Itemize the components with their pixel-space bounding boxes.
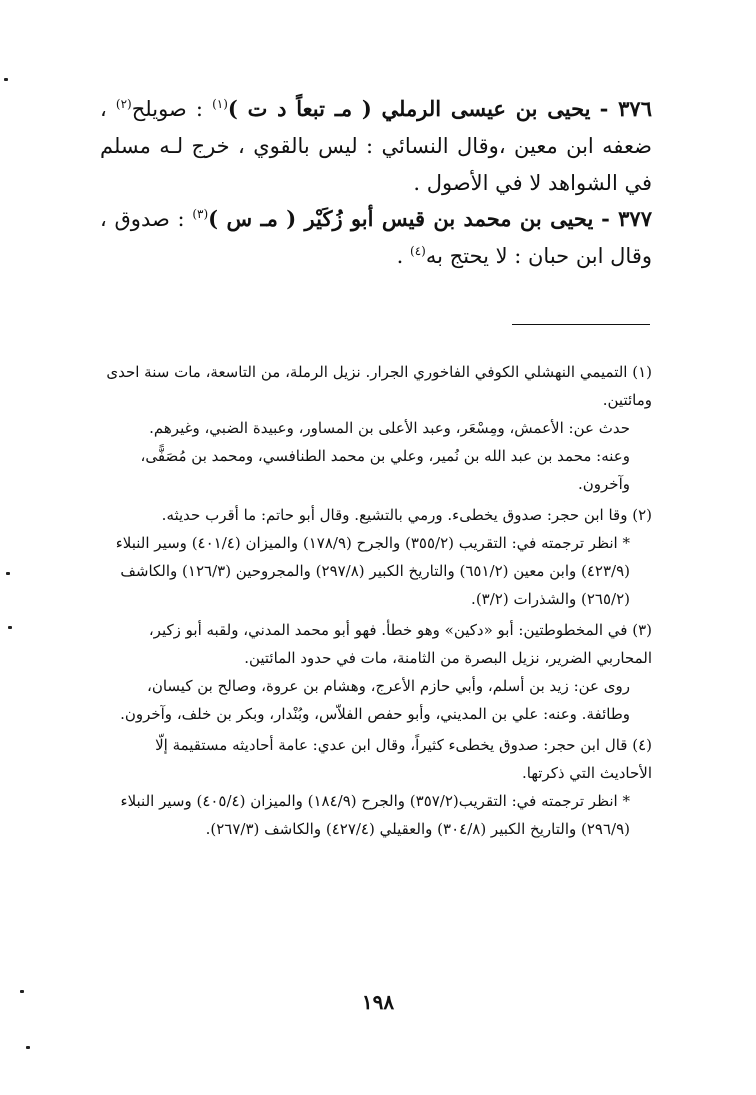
- footnote-text: (١) التميمي النهشلي الكوفي الفاخوري الجرار. نزيل الرملة، من التاسعة، مات سنة احدى ومائتين.: [106, 363, 652, 409]
- entry-text: وقال ابن حبان : لا يحتج به: [425, 244, 652, 268]
- footnote-ref[interactable]: (٤): [410, 244, 426, 258]
- entry-grade: : صدوق ،: [100, 207, 185, 231]
- footnote-4: [100, 731, 652, 843]
- footnote-ref[interactable]: (٢): [115, 97, 132, 111]
- scan-speck: [26, 1046, 30, 1049]
- footnote-text: حدث عن: الأعمش، ومِسْعَر، وعبد الأعلى بن المساور، وعبيدة الضبي، وغيرهم.: [149, 419, 630, 437]
- footnote-separator: [512, 324, 650, 325]
- footnote-text: (٣) في المخطوطتين: أبو «دكين» وهو خطأ. فهو أبو محمد المدني، ولقبه أبو زكير، المحاربي الضرير، نزيل البصرة من الثامنة، مات في حدود المائتين.: [148, 621, 652, 667]
- entry-number: ٣٧٧ -: [601, 206, 652, 231]
- entry-number: ٣٧٦ -: [599, 96, 652, 121]
- entry-376: [100, 90, 652, 202]
- footnote-text: وعنه: محمد بن عبد الله بن نُمير، وعلي بن محمد الطنافسي، ومحمد بن مُصَفًّى، وآخرون.: [140, 447, 630, 493]
- entry-377: [100, 200, 652, 275]
- footnote-text: * انظر ترجمته في: التقريب (٣٥٥/٢) والجرح (١٧٨/٩) والميزان (٤٠١/٤) وسير النبلاء (٤٢٣/٩) وابن معين (٦٥١/٢) والتاريخ الكبير (٢٩٧/٨) والمجروحين (١٢٦/٣) والكاشف (٢٦٥/٢) والشذرات (٣/٢).: [115, 534, 630, 608]
- footnotes: [100, 358, 652, 843]
- footnote-text: (٢) وقا ابن حجر: صدوق يخطىء. ورمي بالتشيع. وقال أبو حاتم: ما أقرب حديثه.: [161, 506, 652, 524]
- footnote-text: روى عن: زيد بن أسلم، وأبي حازم الأعرج، وهشام بن عروة، وصالح بن كيسان، وطائفة. وعنه: علي بن المديني، وأبو حفص الفلاّس، وبُنْدار، وبكر بن خلف، وآخرون.: [120, 677, 630, 723]
- scan-speck: [4, 78, 8, 81]
- footnote-ref[interactable]: (٣): [192, 207, 209, 221]
- footnote-ref[interactable]: (١): [212, 97, 228, 111]
- entry-name: يحيى بن محمد بن قيس أبو زُكَيْر ( مـ س ): [208, 206, 594, 231]
- entry-name: يحيى بن عيسى الرملي ( مـ تبعاً د ت ): [227, 96, 591, 121]
- footnote-text: * انظر ترجمته في: التقريب(٣٥٧/٢) والجرح (١٨٤/٩) والميزان (٤٠٥/٤) وسير النبلاء (٢٩٦/٩) والتاريخ الكبير (٣٠٤/٨) والعقيلي (٤٢٧/٤) والكاشف (٢٦٧/٣).: [120, 792, 630, 838]
- scan-speck: [6, 572, 10, 575]
- entry-text-end: .: [396, 244, 404, 268]
- footnote-text: (٤) قال ابن حجر: صدوق يخطىء كثيراً، وقال ابن عدي: عامة أحاديثه مستقيمة إلّا الأحاديث التي ذكرتها.: [155, 736, 652, 782]
- scan-speck: [8, 626, 12, 629]
- footnote-1: [100, 358, 652, 498]
- footnote-3: [100, 616, 652, 728]
- page-number: ١٩٨: [361, 990, 395, 1014]
- entry-text: ، ضعفه ابن معين ،وقال النسائي : ليس بالقوي ، خرج لـه مسلم في الشواهد لا في الأصول .: [100, 97, 652, 195]
- footnote-2: [100, 501, 652, 613]
- entry-grade: : صويلح: [131, 97, 203, 121]
